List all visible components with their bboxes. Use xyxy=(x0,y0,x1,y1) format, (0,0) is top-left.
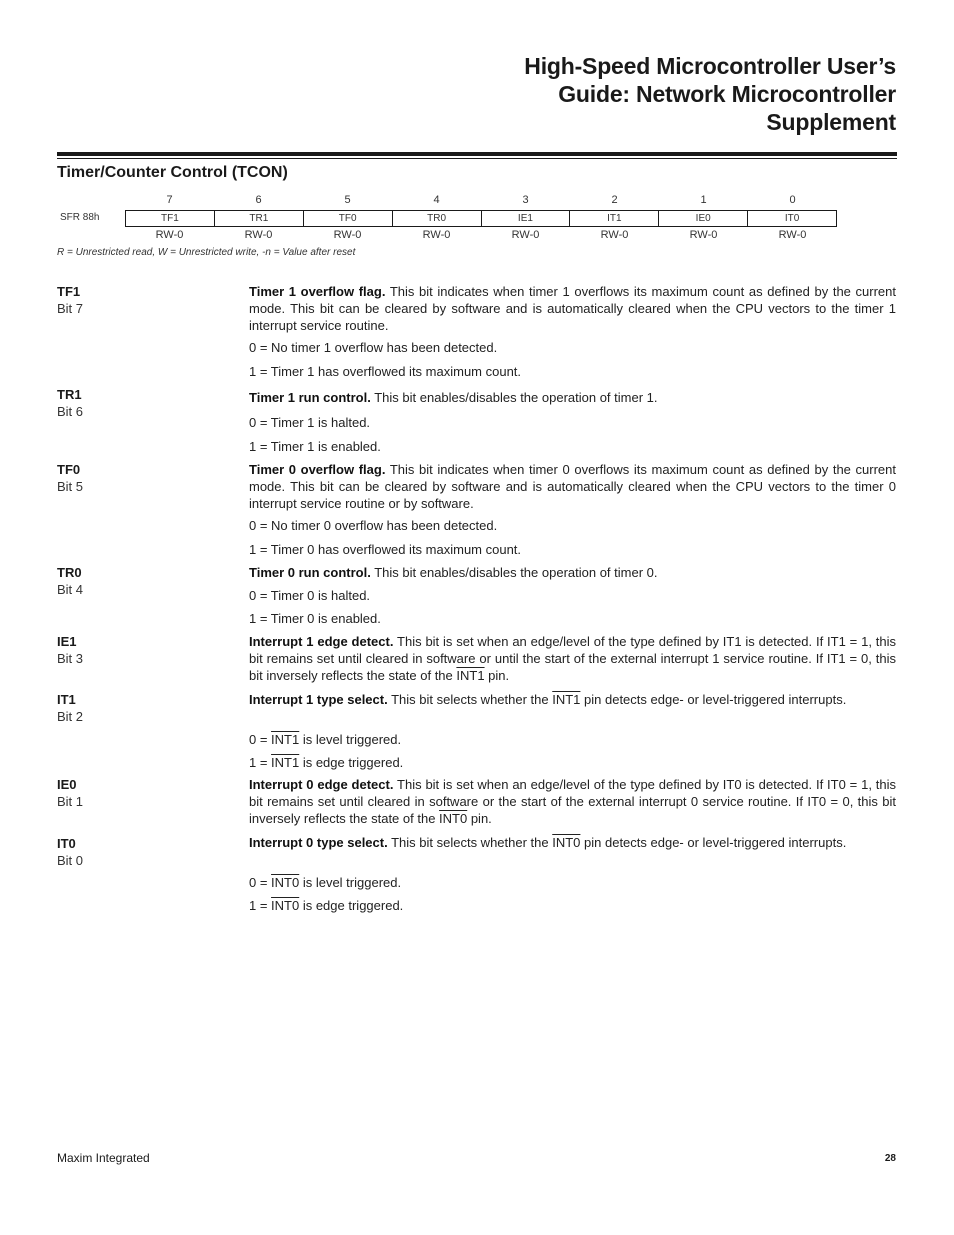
bit-label-tr1 xyxy=(57,386,83,420)
reset-value: RW-0 xyxy=(778,229,807,241)
header-rule-thin xyxy=(57,158,897,159)
description-heading: Timer 0 run control. xyxy=(249,565,371,580)
value-prefix: 0 = xyxy=(249,732,272,747)
pin-name: INT1 xyxy=(271,732,300,747)
bit-number: 5 xyxy=(344,194,351,206)
value-one-tr1: 1 = Timer 1 is enabled. xyxy=(249,439,381,454)
pin-name: INT0 xyxy=(439,811,468,826)
bit-description-tr0 xyxy=(249,564,896,581)
bit-label-it0 xyxy=(57,835,83,869)
register-cell: TR0 xyxy=(392,211,481,226)
description-body: This bit selects whether the xyxy=(387,835,553,850)
value-zero-tr1: 0 = Timer 1 is halted. xyxy=(249,415,371,430)
description-heading: Interrupt 1 type select. xyxy=(249,692,388,707)
value-zero-tr0: 0 = Timer 0 is halted. xyxy=(249,588,371,603)
description-body: This bit is set when an edge/level of the type defined by IT1 is detected. If IT1 = 1, this bit remains set until cleared in software or until the start of the external interrupt 1 service routine. If IT1 = 0, this bit inversely reflects the state of the xyxy=(249,634,896,683)
bit-description-tr1 xyxy=(249,389,896,406)
bit-label-tf1 xyxy=(57,283,83,317)
bit-name: IT1 xyxy=(57,692,76,707)
reset-value: RW-0 xyxy=(422,229,451,241)
reset-value: RW-0 xyxy=(155,229,184,241)
reset-value: RW-0 xyxy=(333,229,362,241)
description-body: This bit indicates when timer 0 overflows its maximum count as defined by the current mode. This bit can be cleared by software and is automatically cleared when the CPU vectors to the timer 0 interrupt service routine or by software. xyxy=(249,462,896,511)
pin-name: INT1 xyxy=(456,668,485,683)
bit-description-ie1 xyxy=(249,633,896,684)
description-body: pin detects edge- or level-triggered interrupts. xyxy=(580,835,847,850)
header-rule-thick xyxy=(57,152,897,156)
bit-description-tf1 xyxy=(249,283,896,334)
pin-name: INT1 xyxy=(552,692,581,707)
value-text: is edge triggered. xyxy=(299,898,404,913)
description-heading: Timer 0 overflow flag. xyxy=(249,462,386,477)
title-line-1: High-Speed Microcontroller User’s xyxy=(524,53,896,79)
bit-position: Bit 2 xyxy=(57,709,84,724)
bit-position: Bit 7 xyxy=(57,301,84,316)
bit-label-ie0 xyxy=(57,776,83,810)
value-prefix: 0 = xyxy=(249,875,272,890)
value-zero-it0 xyxy=(249,874,401,891)
value-one-it0 xyxy=(249,897,403,914)
value-zero-tf1: 0 = No timer 1 overflow has been detected. xyxy=(249,340,498,355)
description-body: This bit is set when an edge/level of the type defined by IT0 is detected. If IT0 = 1, this bit remains set until cleared in software or the start of the external interrupt 0 service routine. If IT0 = 0, this bit inversely reflects the state of the xyxy=(249,777,896,826)
value-text: is level triggered. xyxy=(299,732,402,747)
description-heading: Interrupt 0 edge detect. xyxy=(249,777,394,792)
reset-value: RW-0 xyxy=(600,229,629,241)
title-line-3: Supplement xyxy=(766,109,896,135)
reset-value: RW-0 xyxy=(511,229,540,241)
bit-description-it1 xyxy=(249,691,896,708)
bit-number: 1 xyxy=(700,194,707,206)
page-title xyxy=(296,52,896,136)
description-tail: pin. xyxy=(484,668,510,683)
bit-name: TF0 xyxy=(57,462,81,477)
bit-number: 2 xyxy=(611,194,618,206)
bit-position: Bit 0 xyxy=(57,853,84,868)
value-zero-it1 xyxy=(249,731,401,748)
bit-name: IT0 xyxy=(57,836,76,851)
pin-name: INT0 xyxy=(271,898,300,913)
bit-name: TF1 xyxy=(57,284,81,299)
description-body: This bit selects whether the xyxy=(387,692,553,707)
register-cell: IE0 xyxy=(658,211,747,226)
register-reset-values xyxy=(125,229,837,241)
pin-name: INT0 xyxy=(552,835,581,850)
value-prefix: 1 = xyxy=(249,898,272,913)
register-cell: IT0 xyxy=(747,211,836,226)
bit-number: 3 xyxy=(522,194,529,206)
bit-name: TR0 xyxy=(57,565,82,580)
section-title: Timer/Counter Control (TCON) xyxy=(57,164,288,181)
bit-position: Bit 5 xyxy=(57,479,84,494)
bit-name: IE0 xyxy=(57,777,77,792)
description-tail: pin. xyxy=(467,811,492,826)
bit-label-tr0 xyxy=(57,564,83,598)
page-number: 28 xyxy=(884,1153,896,1164)
register-cell: IT1 xyxy=(569,211,658,226)
sfr-address: SFR 88h xyxy=(60,212,100,223)
register-cell: IE1 xyxy=(481,211,570,226)
description-body: This bit enables/disables the operation of timer 0. xyxy=(370,565,658,580)
description-heading: Interrupt 0 type select. xyxy=(249,835,388,850)
register-cell: TF1 xyxy=(161,213,179,224)
value-text: is level triggered. xyxy=(299,875,402,890)
description-heading: Timer 1 run control. xyxy=(249,390,371,405)
register-legend: R = Unrestricted read, W = Unrestricted write, -n = Value after reset xyxy=(57,247,356,258)
description-heading: Interrupt 1 edge detect. xyxy=(249,634,394,649)
bit-number: 4 xyxy=(433,194,440,206)
register-bit-numbers xyxy=(125,194,837,206)
pin-name: INT0 xyxy=(271,875,300,890)
reset-value: RW-0 xyxy=(689,229,718,241)
bit-position: Bit 3 xyxy=(57,651,84,666)
bit-label-ie1 xyxy=(57,633,83,667)
register-bit-names xyxy=(125,210,837,227)
register-cell: TF0 xyxy=(303,211,392,226)
value-one-tf0: 1 = Timer 0 has overflowed its maximum count. xyxy=(249,542,522,557)
value-prefix: 1 = xyxy=(249,755,272,770)
bit-label-it1 xyxy=(57,691,83,725)
description-body: This bit indicates when timer 1 overflows its maximum count as defined by the current mode. This bit can be cleared by software and is automatically cleared when the CPU vectors to the timer 1 interrupt service routine. xyxy=(249,284,896,333)
description-heading: Timer 1 overflow flag. xyxy=(249,284,386,299)
register-cell: TR1 xyxy=(214,211,303,226)
bit-position: Bit 6 xyxy=(57,404,84,419)
bit-name: TR1 xyxy=(57,387,82,402)
bit-number: 6 xyxy=(255,194,262,206)
pin-name: INT1 xyxy=(271,755,300,770)
bit-description-it0 xyxy=(249,834,896,851)
bit-description-tf0 xyxy=(249,461,896,512)
footer-company: Maxim Integrated xyxy=(57,1151,150,1165)
value-one-it1 xyxy=(249,754,403,771)
title-line-2: Guide: Network Microcontroller xyxy=(558,81,896,107)
value-text: is edge triggered. xyxy=(299,755,404,770)
bit-name: IE1 xyxy=(57,634,77,649)
bit-number: 0 xyxy=(789,194,796,206)
reset-value: RW-0 xyxy=(244,229,273,241)
bit-position: Bit 1 xyxy=(57,794,84,809)
bit-position: Bit 4 xyxy=(57,582,84,597)
bit-description-ie0 xyxy=(249,776,896,827)
bit-label-tf0 xyxy=(57,461,83,495)
value-one-tf1: 1 = Timer 1 has overflowed its maximum count. xyxy=(249,364,522,379)
value-one-tr0: 1 = Timer 0 is enabled. xyxy=(249,611,381,626)
value-zero-tf0: 0 = No timer 0 overflow has been detected. xyxy=(249,518,498,533)
description-body: This bit enables/disables the operation of timer 1. xyxy=(370,390,658,405)
bit-number: 7 xyxy=(166,194,173,206)
description-body: pin detects edge- or level-triggered interrupts. xyxy=(580,692,847,707)
